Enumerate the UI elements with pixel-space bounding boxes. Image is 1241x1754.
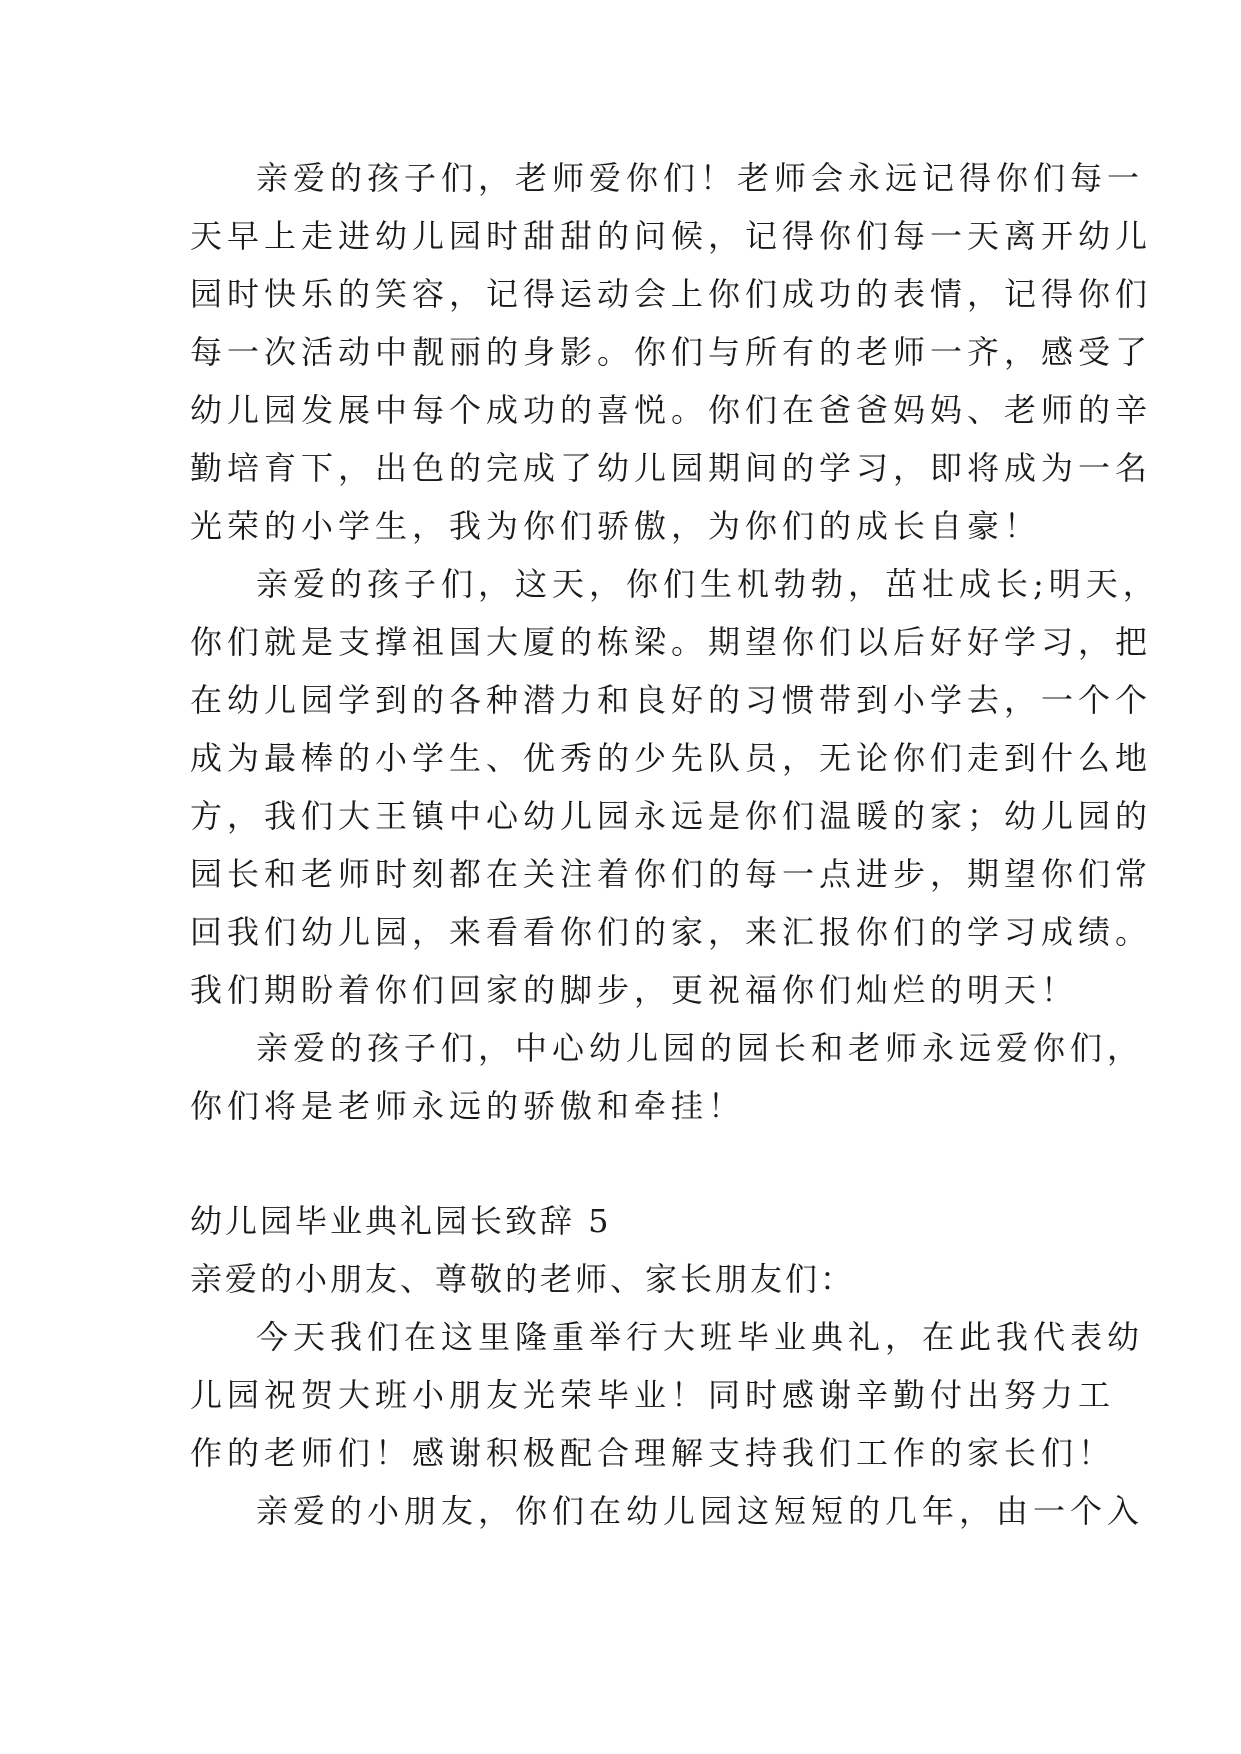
text-line: 勤培育下，出色的完成了幼儿园期间的学习，即将成为一名 (190, 449, 1153, 487)
text-line: 回我们幼儿园，来看看你们的家，来汇报你们的学习成绩。 (190, 913, 1153, 951)
text-line: 光荣的小学生，我为你们骄傲，为你们的成长自豪！ (190, 507, 1042, 545)
text-line: 你们就是支撑祖国大厦的栋梁。期望你们以后好好学习，把 (190, 623, 1153, 661)
text-line: 亲爱的孩子们，中心幼儿园的园长和老师永远爱你们， (256, 1029, 1145, 1067)
text-line: 幼儿园发展中每个成功的喜悦。你们在爸爸妈妈、老师的辛 (190, 391, 1153, 429)
text-line: 作的老师们！感谢积极配合理解支持我们工作的家长们！ (190, 1434, 1116, 1472)
text-line: 每一次活动中靓丽的身影。你们与所有的老师一齐，感受了 (190, 333, 1153, 371)
salutation: 亲爱的小朋友、尊敬的老师、家长朋友们： (190, 1260, 856, 1298)
text-line: 园长和老师时刻都在关注着你们的每一点进步，期望你们常 (190, 855, 1153, 893)
text-line: 你们将是老师永远的骄傲和牵挂！ (190, 1087, 746, 1125)
text-line: 今天我们在这里隆重举行大班毕业典礼，在此我代表幼 (256, 1318, 1145, 1356)
text-line: 亲爱的孩子们，老师爱你们！老师会永远记得你们每一 (256, 159, 1145, 197)
section-title: 幼儿园毕业典礼园长致辞 5 (190, 1202, 612, 1240)
text-line: 亲爱的孩子们，这天，你们生机勃勃，茁壮成长;明天， (256, 565, 1160, 603)
text-line: 儿园祝贺大班小朋友光荣毕业！同时感谢辛勤付出努力工 (190, 1376, 1116, 1414)
text-line: 在幼儿园学到的各种潜力和良好的习惯带到小学去，一个个 (190, 681, 1153, 719)
text-line: 亲爱的小朋友，你们在幼儿园这短短的几年，由一个入 (256, 1492, 1145, 1530)
text-line: 园时快乐的笑容，记得运动会上你们成功的表情，记得你们 (190, 275, 1153, 313)
text-line: 我们期盼着你们回家的脚步，更祝福你们灿烂的明天！ (190, 971, 1079, 1009)
text-line: 方，我们大王镇中心幼儿园永远是你们温暖的家；幼儿园的 (190, 797, 1153, 835)
text-line: 成为最棒的小学生、优秀的少先队员，无论你们走到什么地 (190, 739, 1153, 777)
text-line: 天早上走进幼儿园时甜甜的问候，记得你们每一天离开幼儿 (190, 217, 1153, 255)
